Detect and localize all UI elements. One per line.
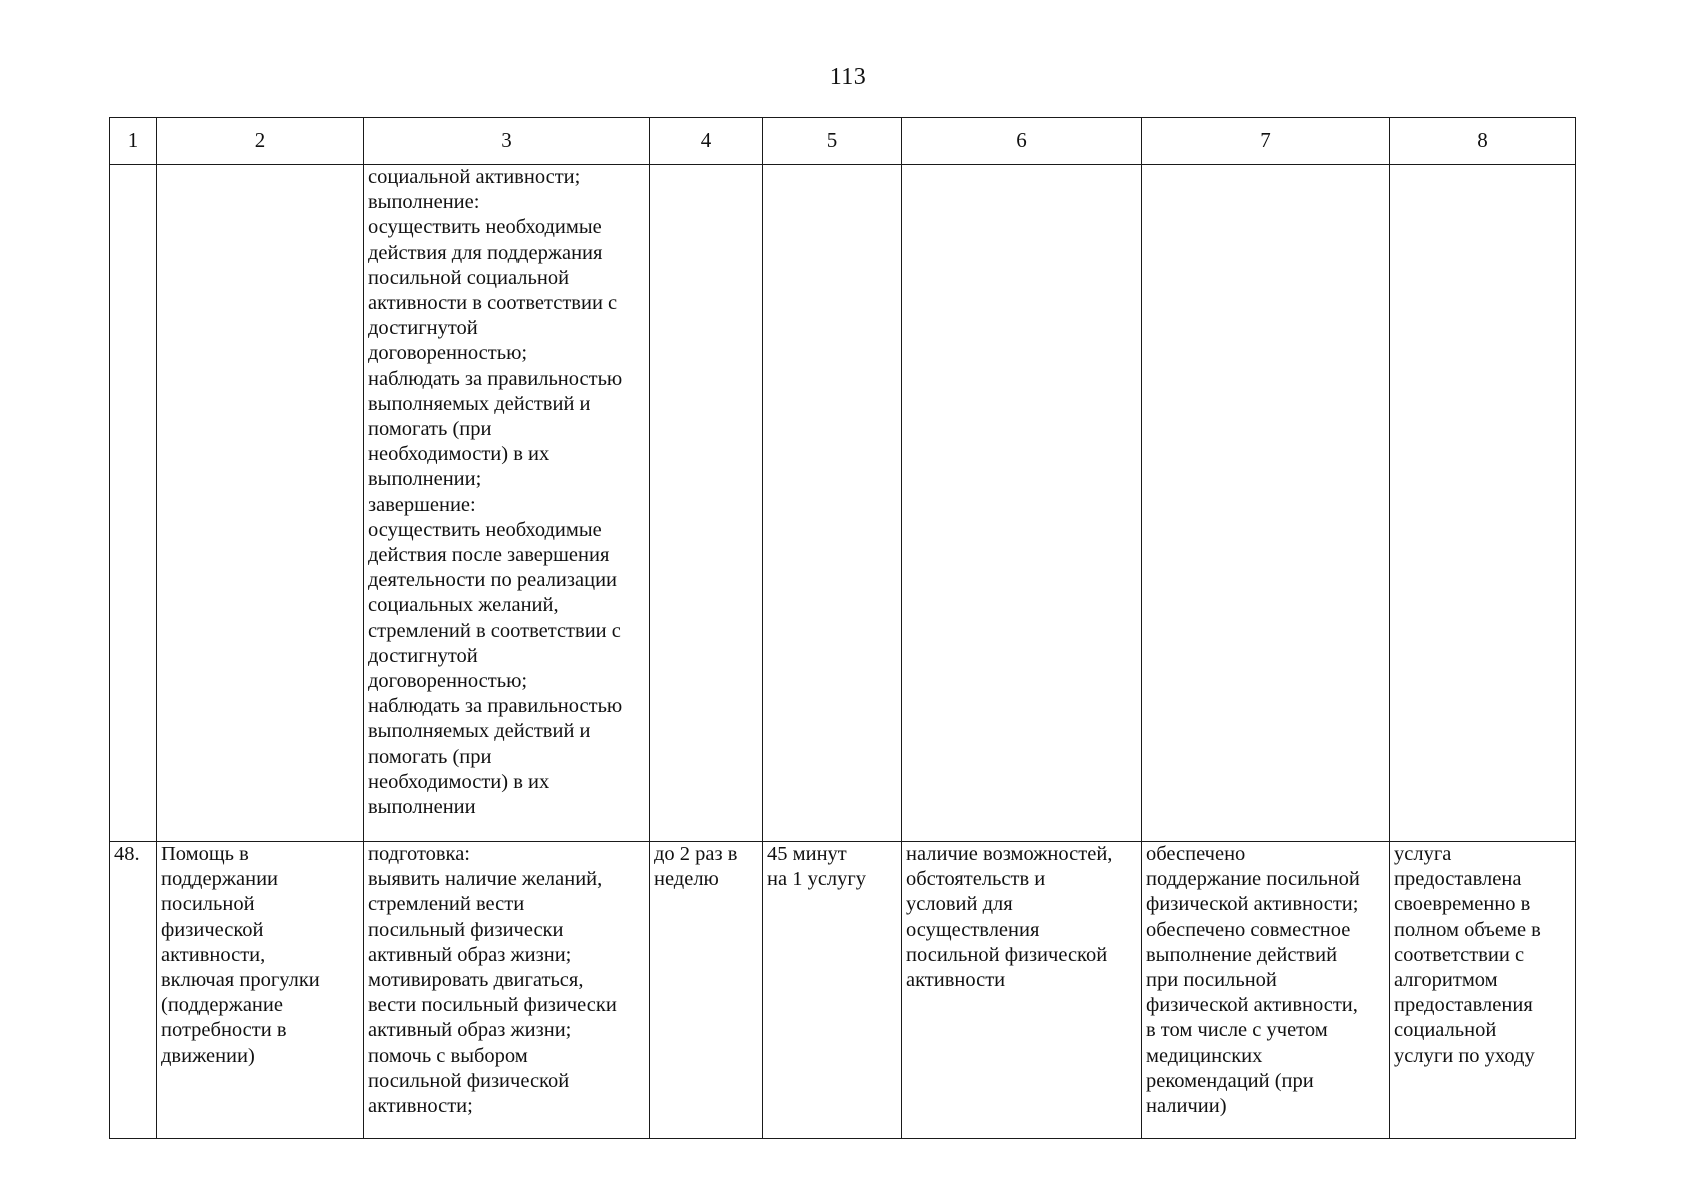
header-col-7: 7 [1142, 118, 1390, 165]
cell-duration: 45 минут на 1 услугу [763, 842, 902, 1139]
header-col-1: 1 [110, 118, 157, 165]
cell-frequency [650, 165, 763, 842]
cell-result [1142, 165, 1390, 842]
header-col-6: 6 [902, 118, 1142, 165]
cell-quality [1390, 165, 1576, 842]
header-col-2: 2 [157, 118, 364, 165]
cell-result: обеспечено поддержание посильной физической активности; обеспечено совместное выполнение действий при посильной физической активности, в том числе с учетом медицинских рекомендаций (при наличии) [1142, 842, 1390, 1139]
cell-frequency: до 2 раз в неделю [650, 842, 763, 1139]
cell-conditions: наличие возможностей, обстоятельств и условий для осуществления посильной физической активности [902, 842, 1142, 1139]
header-col-4: 4 [650, 118, 763, 165]
cell-service: Помощь в поддержании посильной физической активности, включая прогулки (поддержание потребности в движении) [157, 842, 364, 1139]
cell-number: 48. [110, 842, 157, 1139]
page-number: 113 [829, 64, 867, 90]
cell-duration [763, 165, 902, 842]
table-row-48 [110, 842, 1576, 1139]
cell-description: подготовка: выявить наличие желаний, стремлений вести посильный физически активный образ жизни; мотивировать двигаться, вести посильный физически активный образ жизни; помочь с выбором посильной физической активности; [364, 842, 650, 1139]
cell-quality: услуга предоставлена своевременно в полном объеме в соответствии с алгоритмом предоставления социальной услуги по уходу [1390, 842, 1576, 1139]
header-col-8: 8 [1390, 118, 1576, 165]
header-col-3: 3 [364, 118, 650, 165]
table-row-continued [110, 165, 1576, 842]
cell-service [157, 165, 364, 842]
cell-number [110, 165, 157, 842]
header-col-5: 5 [763, 118, 902, 165]
services-table [109, 117, 1576, 1139]
table-header-row [110, 118, 1576, 165]
cell-description: социальной активности; выполнение: осуществить необходимые действия для поддержания посильной социальной активности в соответствии с достигнутой договоренностью; наблюдать за правильностью выполняемых действий и помогать (при необходимости) в их выполнении; завершение: осуществить необходимые действия после завершения деятельности по реализации социальных желаний, стремлений в соответствии с достигнутой договоренностью; наблюдать за правильностью выполняемых действий и помогать (при необходимости) в их выполнении [364, 165, 650, 842]
cell-conditions [902, 165, 1142, 842]
